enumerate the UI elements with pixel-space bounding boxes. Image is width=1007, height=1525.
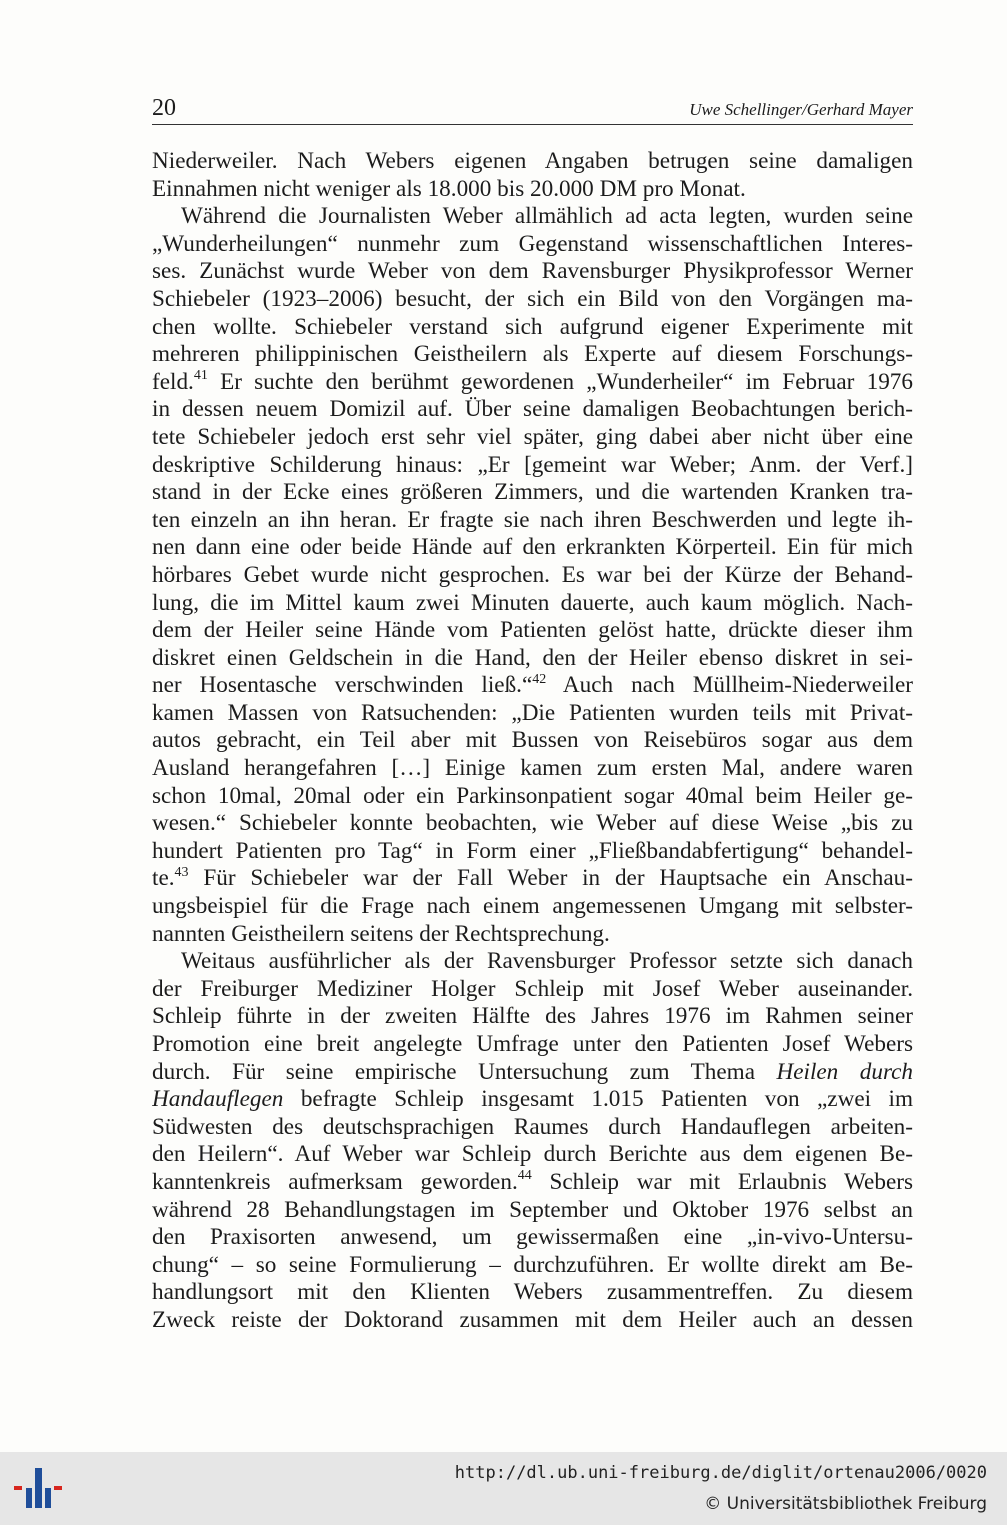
text-line: handlungsort mit den Klienten Webers zusammentreffen. Zu diesem [152, 1279, 913, 1306]
text-line: ten einzeln an ihn heran. Er fragte sie nach ihren Beschwerden und legte ih- [152, 506, 913, 533]
text-line: deskriptive Schilderung hinaus: „Er [gemeint war Weber; Anm. der Verf.] [152, 451, 913, 478]
text-line: der Freiburger Mediziner Holger Schleip mit Josef Weber auseinander. [152, 975, 913, 1002]
text-line: kanntenkreis aufmerksam geworden.$^{44}$ Schleip war mit Erlaubnis Webers [152, 1168, 913, 1195]
text-line: nen dann eine oder beide Hände auf den erkrankten Körperteil. Ein für mich [152, 534, 913, 561]
ub-freiburg-logo-icon [12, 1462, 64, 1514]
source-url[interactable]: http://dl.ub.uni-freiburg.de/diglit/ortenau2006/0020 [454, 1463, 987, 1483]
running-head: Uwe Schellinger/Gerhard Mayer [689, 100, 913, 119]
text-line: in dessen neuem Domizil auf. Über seine damaligen Beobachtungen berich- [152, 396, 913, 423]
text-line: Schiebeler (1923–2006) besucht, der sich ein Bild von den Vorgängen ma- [152, 285, 913, 312]
book-title: Handauflegen [152, 1086, 284, 1113]
copyright-notice: © Universitätsbibliothek Freiburg [704, 1494, 987, 1514]
footnote-ref: 41 [193, 368, 208, 384]
text-line: Südwesten des deutschsprachigen Raumes durch Handauflegen arbeiten- [152, 1113, 913, 1140]
text-line: Handauflegen befragte Schleip insgesamt 1.015 Patienten von „zwei im [152, 1086, 913, 1113]
text-line: wesen.“ Schiebeler konnte beobachten, wie Weber auf diese Weise „bis zu [152, 810, 913, 837]
page-number: 20 [152, 95, 176, 121]
text-line: Während die Journalisten Weber allmählich ad acta legten, wurden seine [181, 203, 913, 230]
text-line: den Praxisorten anwesend, um gewissermaßen eine „in-vivo-Untersu- [152, 1224, 913, 1251]
footnote-ref: 42 [532, 672, 547, 687]
text-line: nannten Geistheilern seitens der Rechtsprechung. [152, 920, 610, 947]
text-line: Promotion eine breit angelegte Umfrage unter den Patienten Josef Webers [152, 1031, 913, 1057]
footer-bar [0, 1452, 1007, 1525]
text-line: schon 10mal, 20mal oder ein Parkinsonpatient sogar 40mal beim Heiler ge- [152, 782, 913, 809]
page-header [152, 92, 913, 125]
text-line: Weitaus ausführlicher als der Ravensburger Professor setzte sich danach [181, 948, 913, 975]
text-line: feld.$^{41}$ Er suchte den berühmt gewordenen „Wunderheiler“ im Februar 1976 [152, 368, 913, 395]
text-line: autos gebracht, ein Teil aber mit Bussen von Reisebüros sogar aus dem [152, 727, 913, 754]
text-line: ses. Zunächst wurde Weber von dem Ravensburger Physikprofessor Werner [152, 258, 913, 285]
text-line: ungsbeispiel für die Frage nach einem angemessenen Umgang mit selbster- [152, 893, 913, 920]
text-line: durch. Für seine empirische Untersuchung zum Thema Heilen durch [152, 1058, 913, 1085]
text-line: stand in der Ecke eines größeren Zimmers, und die wartenden Kranken tra- [152, 479, 913, 506]
body-text [152, 148, 913, 1335]
text-line: hundert Patienten pro Tag“ in Form einer „Fließbandabfertigung“ behandel- [152, 837, 913, 864]
text-line: Zweck reiste der Doktorand zusammen mit dem Heiler auch an dessen [152, 1306, 913, 1333]
text-line: Einnahmen nicht weniger als 18.000 bis 20.000 DM pro Monat. [152, 175, 746, 202]
text-line: chen wollte. Schiebeler verstand sich aufgrund eigener Experimente mit [152, 313, 913, 340]
text-line: während 28 Behandlungstagen im September und Oktober 1976 selbst an [152, 1196, 913, 1223]
text-line: diskret einen Geldschein in die Hand, den der Heiler ebenso diskret in sei- [152, 644, 913, 671]
text-line: mehreren philippinischen Geistheilern als Experte auf diesem Forschungs- [152, 341, 913, 368]
book-title: Heilen durch [776, 1058, 913, 1085]
text-line: tete Schiebeler jedoch erst sehr viel später, ging dabei aber nicht über eine [152, 423, 913, 450]
text-line: chung“ – so seine Formulierung – durchzuführen. Er wollte direkt am Be- [152, 1251, 913, 1278]
footnote-ref: 44 [517, 1168, 532, 1184]
text-line: Niederweiler. Nach Webers eigenen Angaben betrugen seine damaligen [152, 148, 913, 174]
text-line: dem der Heiler seine Hände vom Patienten gelöst hatte, drückte dieser ihm [152, 617, 913, 644]
text-line: Schleip führte in der zweiten Hälfte des Jahres 1976 im Rahmen seiner [152, 1003, 913, 1030]
text-line: Ausland herangefahren […] Einige kamen zum ersten Mal, andere waren [152, 755, 913, 782]
footnote-ref: 43 [174, 865, 189, 880]
text-line: den Heilern“. Auf Weber war Schleip durch Berichte aus dem eigenen Be- [152, 1141, 913, 1168]
text-line: te.$^{43}$ Für Schiebeler war der Fall Weber in der Hauptsache ein Anschau- [152, 865, 913, 892]
text-line: lung, die im Mittel kaum zwei Minuten dauerte, auch kaum möglich. Nach- [152, 589, 913, 616]
text-line: ner Hosentasche verschwinden ließ.“$^{42}$ Auch nach Müllheim-Niederweiler [152, 672, 913, 699]
text-line: „Wunderheilungen“ nunmehr zum Gegenstand wissenschaftlichen Interes- [152, 230, 913, 257]
text-line: kamen Massen von Ratsuchenden: „Die Patienten wurden teils mit Privat- [152, 699, 913, 726]
text-line: hörbares Gebet wurde nicht gesprochen. Es war bei der Kürze der Behand- [152, 561, 913, 588]
